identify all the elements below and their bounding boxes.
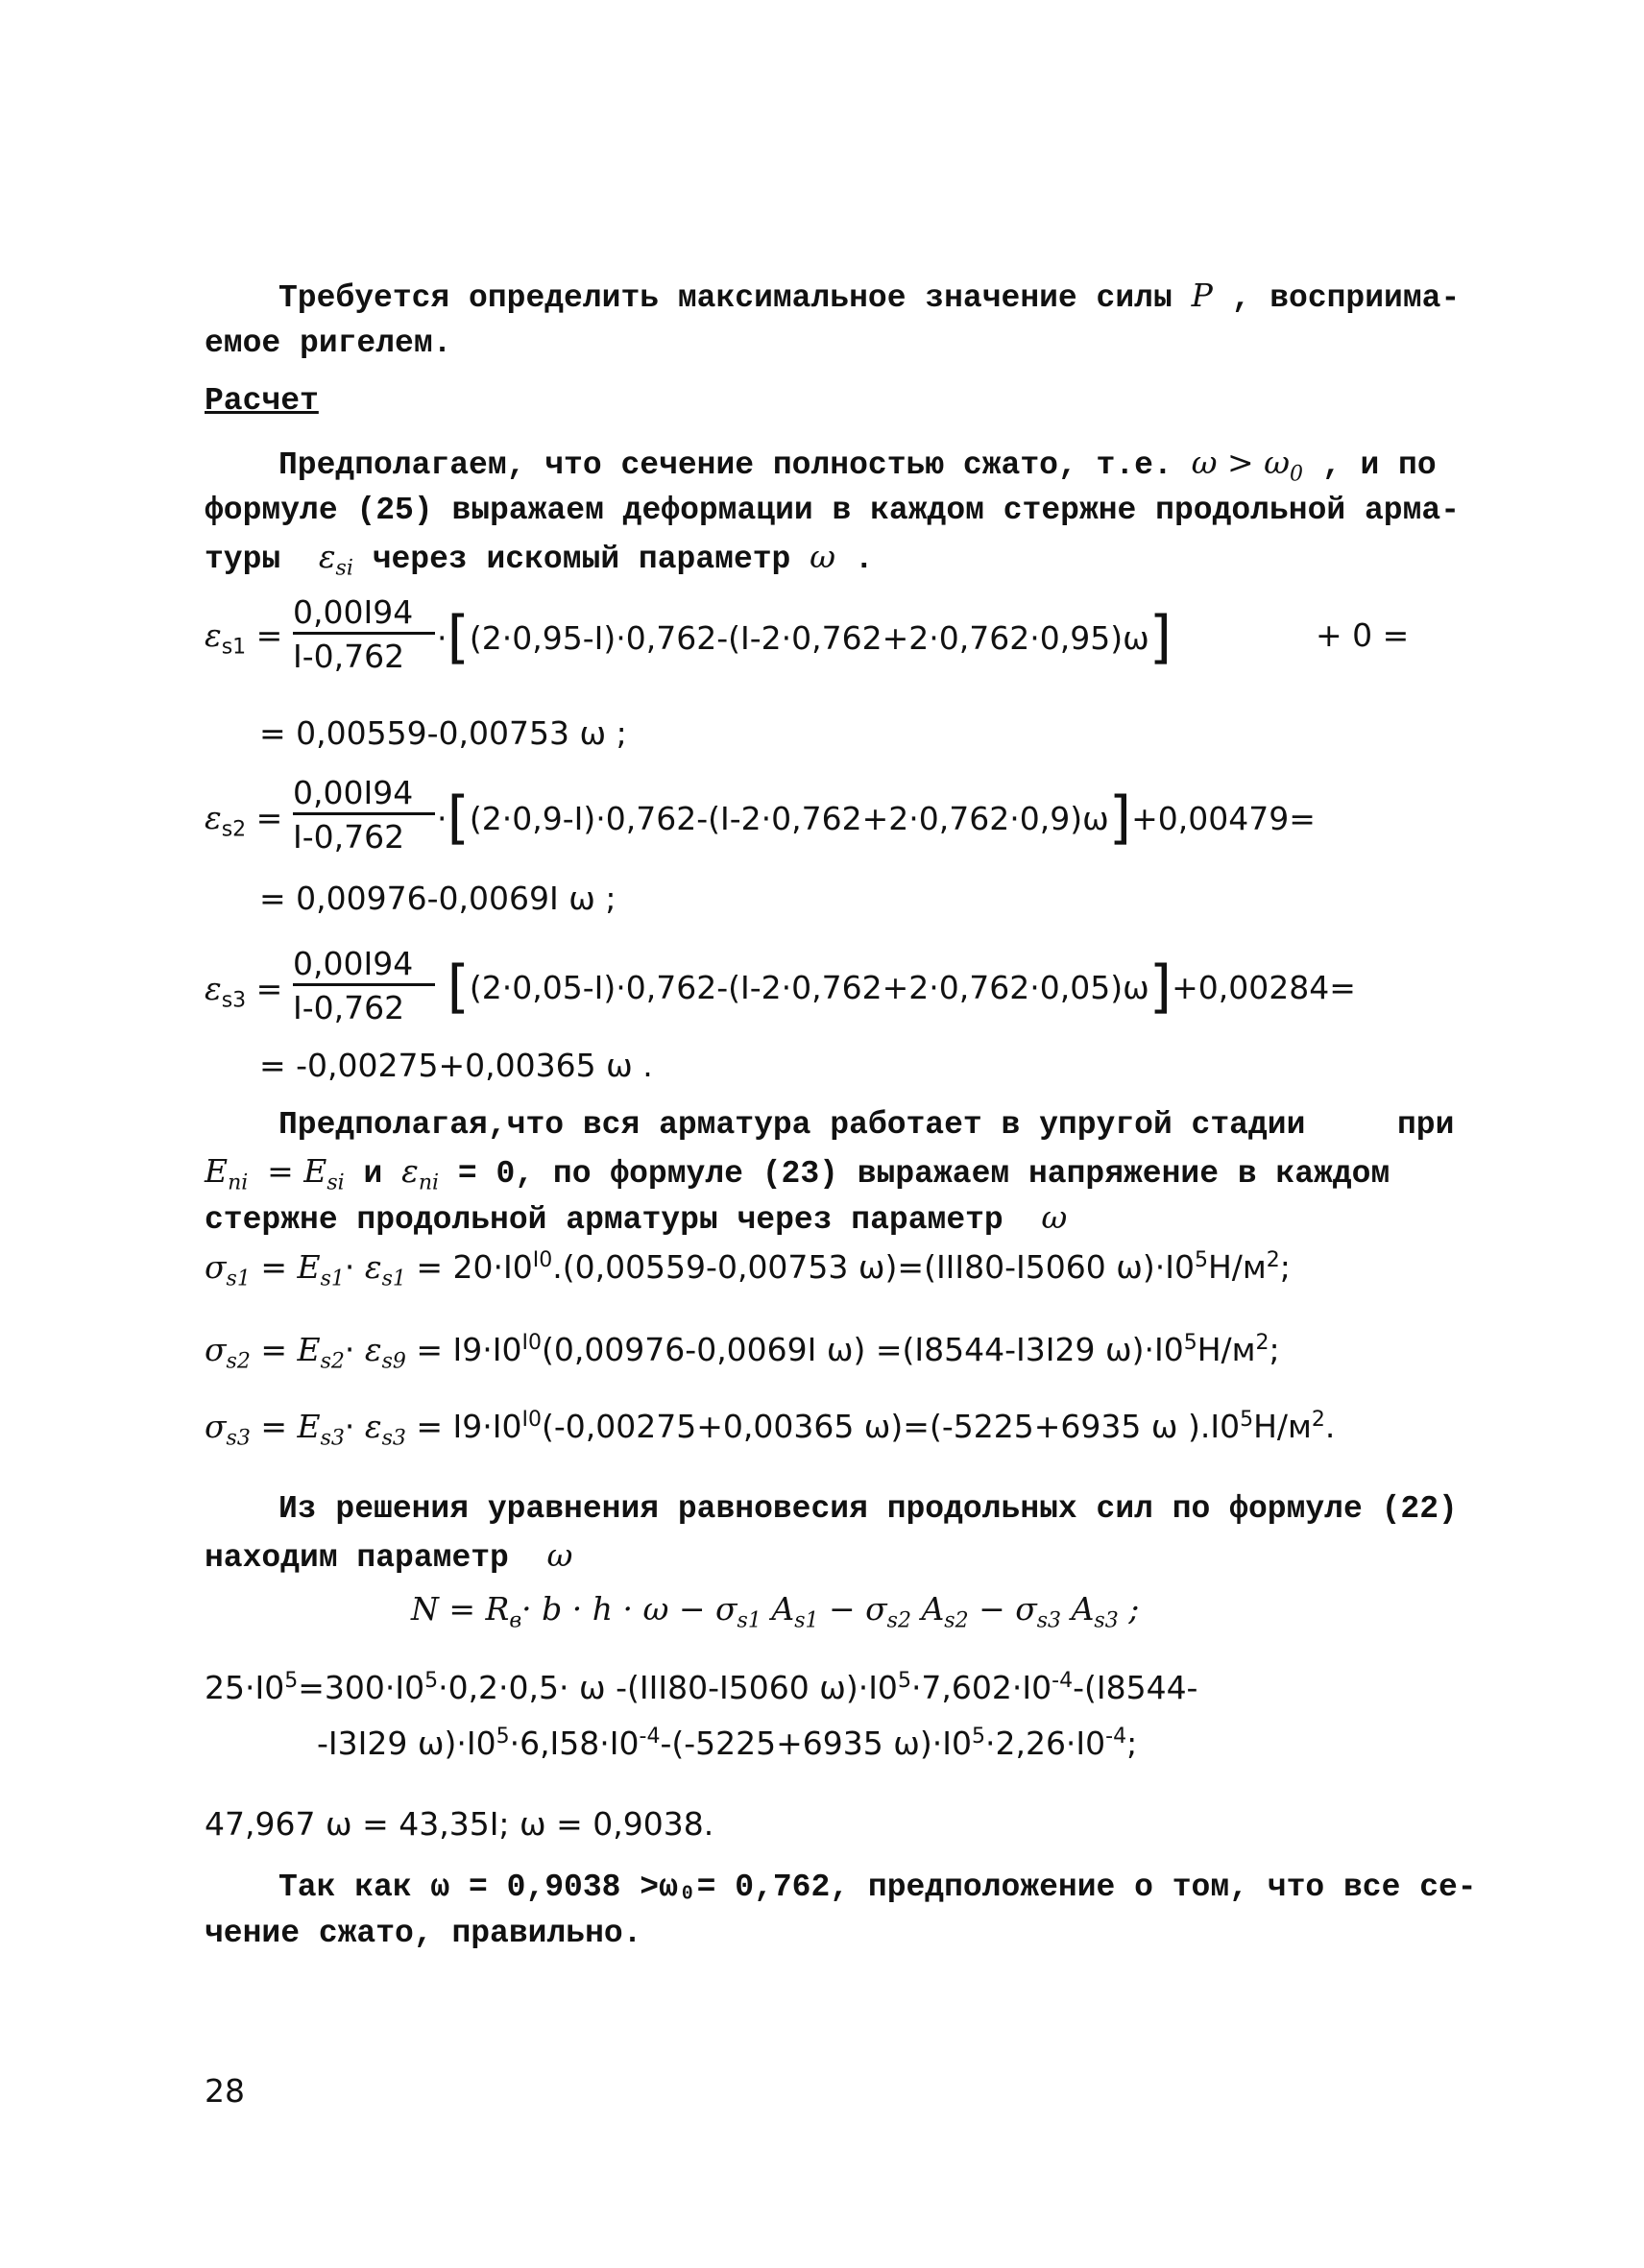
- fraction-denominator: I-0,762: [293, 638, 405, 675]
- text-line: находим параметр ω: [205, 1536, 573, 1576]
- section-heading: Расчет: [205, 383, 319, 419]
- equation-tail: + 0 =: [1316, 616, 1410, 654]
- equation-lhs: $\varepsilon_{s1}$ =: [205, 616, 283, 660]
- calc-line-2: -I3I29 $\omega)\cdot I0^5\cdot 6,I58\cdot I0^{-4}-(-5225+6935$ $\omega)\cdot I0^5\cdot 2,26\cdot I0^{-4}$;: [317, 1725, 1138, 1762]
- text-line: туры $\varepsilon_{si}$ через искомый параметр ω .: [205, 538, 874, 581]
- equation-bracket: ·[(2·0,9-I)·0,762-(I-2·0,762+2·0,762·0,9)ω]+0,00479=: [437, 784, 1316, 852]
- stress-equation-1: $\sigma_{s1} = E_{s1}\cdot \varepsilon_{s1} = 20\cdot I0^{I0}.(0,00559-0,00753$ ω)=(III80-I5060 $\omega)\cdot I0^5Н/м^2$;: [205, 1248, 1291, 1291]
- text-line: емое ригелем.: [205, 326, 452, 361]
- fraction-bar: [293, 812, 435, 815]
- fraction-numerator: 0,00I94: [293, 945, 414, 982]
- text-line: Предполагая,что вся арматура работает в упругой стадии: [278, 1107, 1306, 1143]
- fraction-bar: [293, 632, 435, 635]
- fraction-bar: [293, 983, 435, 986]
- equilibrium-equation: $N = R_в\cdot b \cdot h \cdot \omega - \sigma_{s1}$ $A_{s1} - \sigma_{s2}$ $A_{s2} - \sigma_{s3}$ $A_{s3}$ ;: [411, 1590, 1140, 1633]
- equation-result: = 0,00559-0,00753 ω ;: [259, 714, 627, 752]
- text-line: $E_{ni} = E_{si}$ и $\varepsilon_{ni} = 0$, по формуле (23) выражаем напряжение в каждом: [205, 1152, 1390, 1195]
- text-line: Из решения уравнения равновесия продольных сил по формуле (22): [278, 1491, 1458, 1527]
- fraction-numerator: 0,00I94: [293, 593, 414, 631]
- calc-line-1: $25\cdot I0^5=300\cdot I0^5\cdot 0,2\cdot 0,5\cdot \omega$ -(III80-I5060 $\omega)\cdot I0^5\cdot 7,602\cdot I0^{-4}-(I8544-$: [205, 1669, 1198, 1706]
- text-line: формуле (25) выражаем деформации в каждом стержне продольной арма-: [205, 493, 1461, 528]
- fraction-denominator: I-0,762: [293, 818, 405, 856]
- stress-equation-3: $\sigma_{s3} = E_{s3}\cdot \varepsilon_{s3} = I9\cdot I0^{I0}(-0,00275+0,00365$ ω)=(-5225+6935 ω )$.I0^5Н/м^2$.: [205, 1408, 1336, 1451]
- text-line: при: [1397, 1107, 1455, 1143]
- text-line: Так как ω = 0,9038 >ω₀= 0,762, предположение о том, что все се-: [278, 1870, 1477, 1905]
- equation-result: = 0,00976-0,0069I ω ;: [259, 880, 616, 917]
- text-line: Предполагаем, что сечение полностью сжато, т.е. $\omega > \omega_0$ , и по: [278, 444, 1437, 487]
- stress-equation-2: $\sigma_{s2} = E_{s2}\cdot \varepsilon_{s9} = I9\cdot I0^{I0}(0,00976-0,0069I$ ω) =(I8544-I3I29 $\omega)\cdot I0^5Н/м^2$;: [205, 1331, 1280, 1374]
- text-line: Требуется определить максимальное значение силы P , восприима-: [278, 277, 1461, 316]
- fraction-numerator: 0,00I94: [293, 774, 414, 811]
- equation-bracket: ·[(2·0,95-I)·0,762-(I-2·0,762+2·0,762·0,95)ω]: [437, 604, 1173, 671]
- equation-lhs: $\varepsilon_{s3}$ =: [205, 970, 283, 1013]
- text-line: чение сжато, правильно.: [205, 1916, 642, 1951]
- fraction-denominator: I-0,762: [293, 989, 405, 1026]
- equation-result: = -0,00275+0,00365 ω .: [259, 1047, 653, 1084]
- page-number: 28: [205, 2072, 245, 2110]
- calc-result: 47,967 ω = 43,35I; ω = 0,9038.: [205, 1805, 714, 1843]
- equation-lhs: $\varepsilon_{s2}$ =: [205, 799, 283, 842]
- equation-bracket: [(2·0,05-I)·0,762-(I-2·0,762+2·0,762·0,05)ω]+0,00284=: [447, 953, 1356, 1021]
- text-line: стержне продольной арматуры через параметр ω: [205, 1198, 1068, 1238]
